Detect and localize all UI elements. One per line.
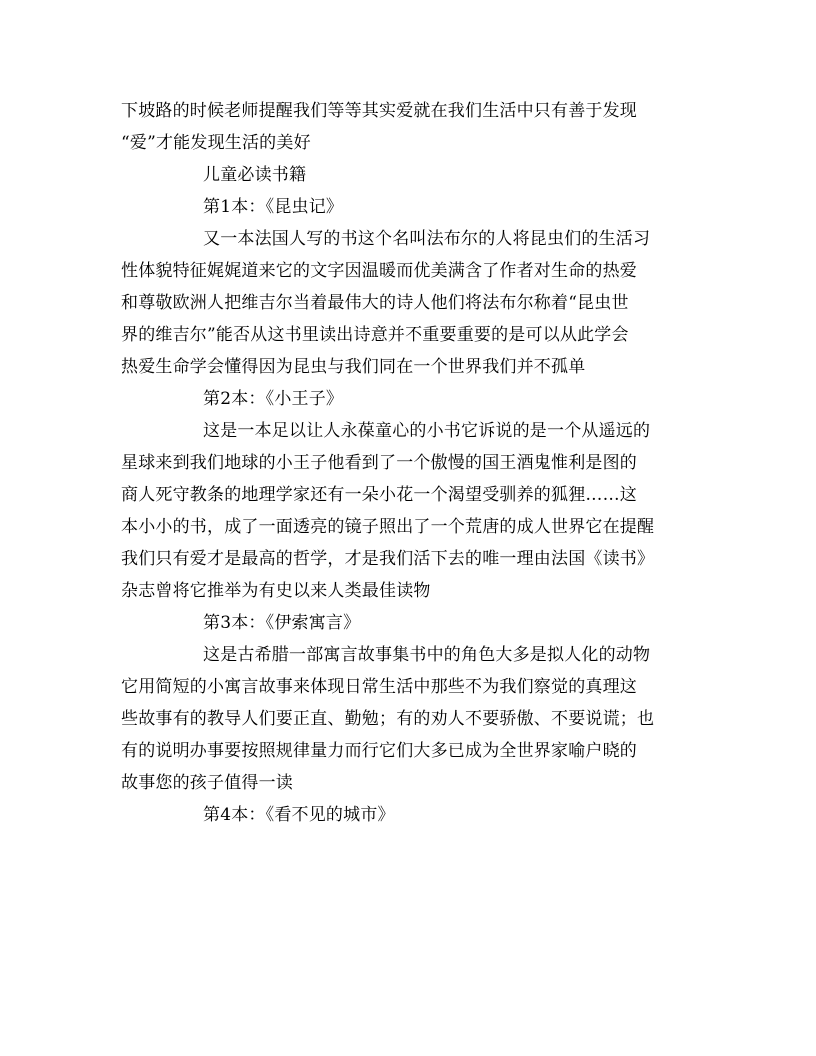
text-line: 我们只有爱才是最高的哲学，才是我们活下去的唯一理由法国《读书》: [121, 549, 655, 569]
section-heading: 儿童必读书籍: [203, 165, 307, 185]
book-title-4: 第4本：《看不见的城市》: [203, 805, 395, 825]
text-line: 界的维吉尔”能否从这书里读出诗意并不重要重要的是可以从此学会: [121, 325, 629, 345]
text-line: “爱”才能发现生活的美好: [121, 133, 311, 153]
text-line: 故事您的孩子值得一读: [121, 773, 293, 793]
text-line: 下坡路的时候老师提醒我们等等其实爱就在我们生活中只有善于发现: [121, 101, 637, 121]
text-line: 它用简短的小寓言故事来体现日常生活中那些不为我们察觉的真理这: [121, 677, 637, 697]
text-line: 杂志曾将它推举为有史以来人类最佳读物: [121, 581, 431, 601]
text-line: 些故事有的教导人们要正直、勤勉；有的劝人不要骄傲、不要说谎；也: [121, 709, 655, 729]
book-title-2: 第2本：《小王子》: [203, 389, 344, 409]
text-line: 这是一本足以让人永葆童心的小书它诉说的是一个从遥远的: [203, 421, 651, 441]
document-body: [121, 95, 699, 831]
text-line: 性体貌特征娓娓道来它的文字因温暖而优美满含了作者对生命的热爱: [121, 261, 637, 281]
text-line: 有的说明办事要按照规律量力而行它们大多已成为全世界家喻户晓的: [121, 741, 637, 761]
text-line: 热爱生命学会懂得因为昆虫与我们同在一个世界我们并不孤单: [121, 357, 586, 377]
book-title-1: 第1本：《昆虫记》: [203, 197, 344, 217]
text-line: 商人死守教条的地理学家还有一朵小花一个渴望受驯养的狐狸……这: [121, 485, 637, 505]
text-line: 这是古希腊一部寓言故事集书中的角色大多是拟人化的动物: [203, 645, 651, 665]
text-line: 星球来到我们地球的小王子他看到了一个傲慢的国王酒鬼惟利是图的: [121, 453, 637, 473]
book-title-3: 第3本：《伊索寓言》: [203, 613, 361, 633]
text-line: 本小小的书，成了一面透亮的镜子照出了一个荒唐的成人世界它在提醒: [121, 517, 655, 537]
text-line: 和尊敬欧洲人把维吉尔当着最伟大的诗人他们将法布尔称着“昆虫世: [121, 293, 629, 313]
text-line: 又一本法国人写的书这个名叫法布尔的人将昆虫们的生活习: [203, 229, 651, 249]
